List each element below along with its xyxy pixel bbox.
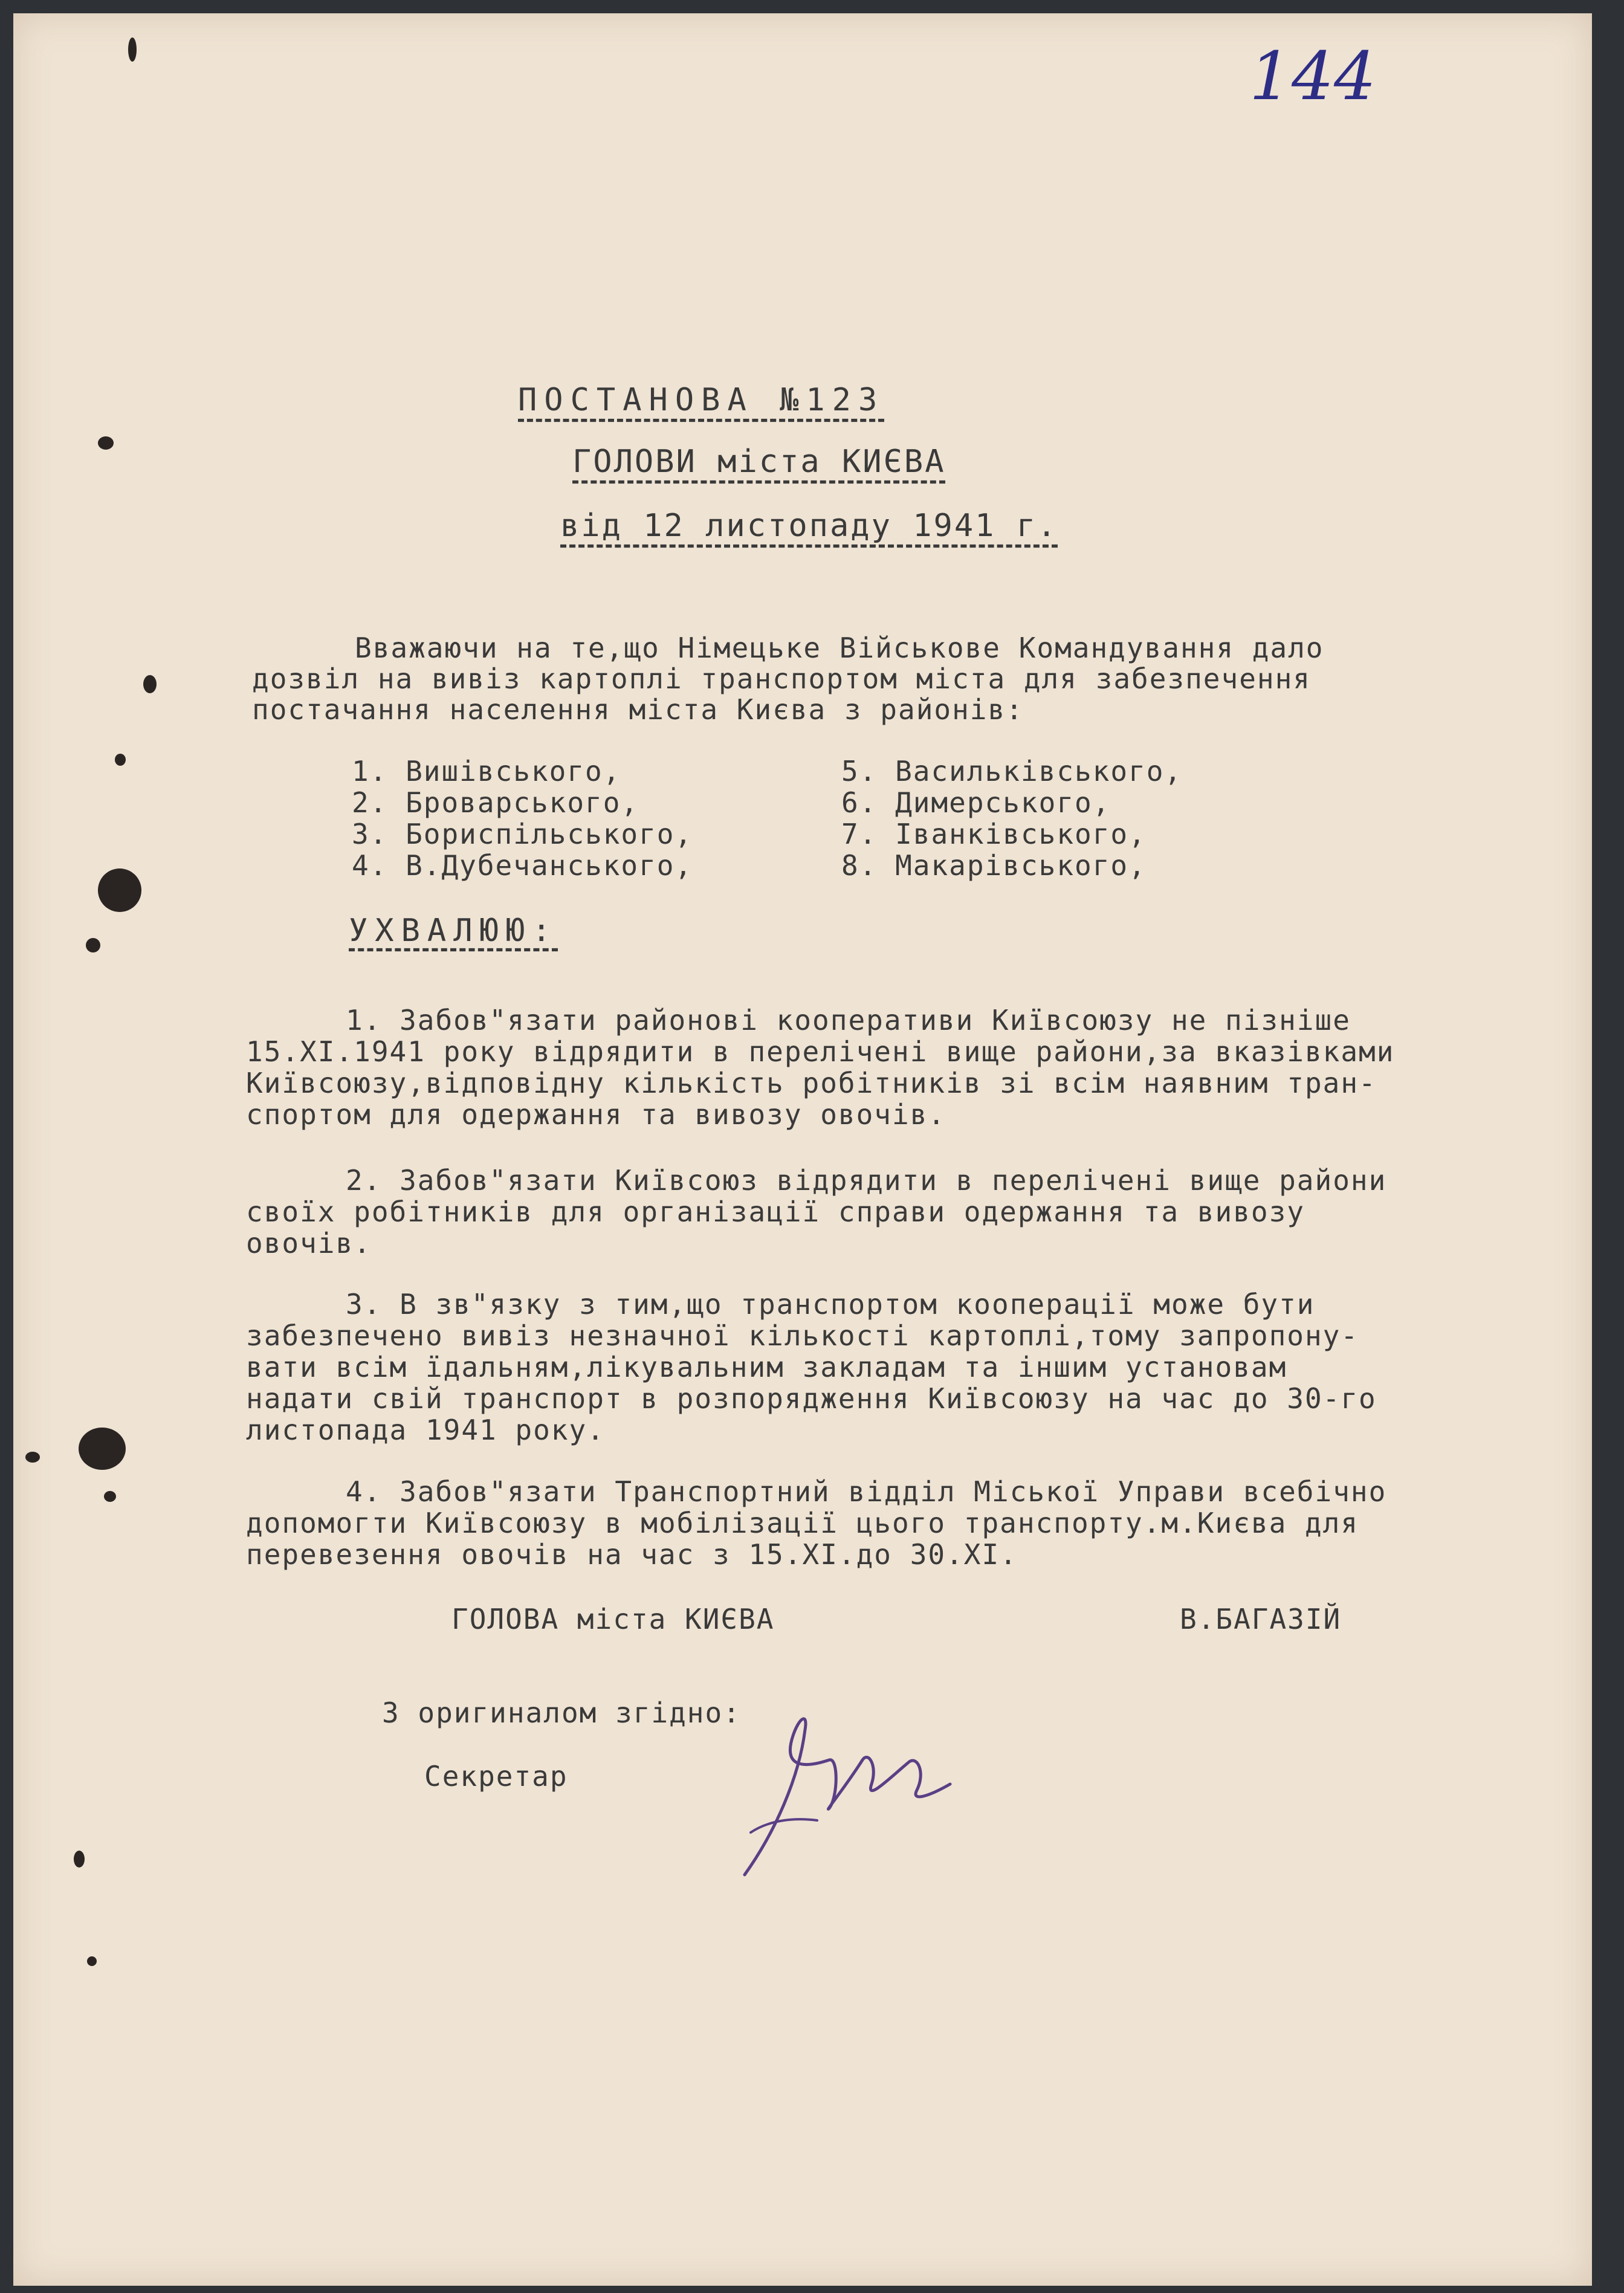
paragraph-line: Київсоюзу,відповідну кількість робітників зі всім наявним тран- [246,1067,1377,1099]
paragraph-line: 3. В зв"язку з тим,що транспортом кооперації може бути [346,1288,1315,1321]
district-item: 4. В.Дубечанського, [352,849,693,882]
archive-folio-number: 144 [1249,37,1376,115]
signatory-title: ГОЛОВА міста КИЄВА [451,1603,775,1635]
decree-paragraph-3 [246,1289,1377,1446]
paragraph-line: вати всім їдальням,лікувальним закладам та іншим установам [246,1351,1287,1383]
paragraph-line: 15.XI.1941 року відрядити в перелічені вище райони,за вказівками [246,1035,1395,1068]
paragraph-line: 2. Забов"язати Київсоюз відрядити в перелічені вище райони [346,1164,1387,1197]
paragraph-line: 4. Забов"язати Транспортний відділ Міської Управи всебічно [346,1475,1387,1508]
intro-line: Вважаючи на те,що Німецьке Військове Командування дало [355,632,1324,664]
decree-paragraph-2 [246,1165,1386,1259]
paragraph-line: забезпечено вивіз незначної кількості картоплі,тому запропону- [246,1319,1359,1352]
hole-mark [128,37,137,62]
district-item: 7. Іванківського, [841,818,1147,850]
paragraph-line: своїх робітників для організації справи одержання та вивозу [246,1195,1305,1228]
hole-mark [115,754,126,766]
hole-mark [79,1428,126,1470]
paragraph-line: допомогти Київсоюзу в мобілізації цього транспорту.м.Києва для [246,1507,1359,1539]
document-title: ПОСТАНОВА №123 [518,382,885,418]
district-list [352,755,1258,881]
paragraph-line: 1. Забов"язати районові кооперативи Київсоюзу не пізніше [346,1004,1351,1037]
decree-paragraph-1 [246,1004,1394,1130]
copy-certification: З оригиналом згідно: [382,1696,741,1729]
district-item: 6. Димерського, [841,786,1111,819]
document-subtitle: ГОЛОВИ міста КИЄВА [572,444,946,480]
document-page [13,13,1592,2286]
decree-paragraph-4 [246,1476,1386,1570]
document-date: від 12 листопаду 1941 г. [560,508,1058,544]
decree-heading: УХВАЛЮЮ: [349,913,558,949]
paragraph-line: перевезення овочів на час з 15.XI.до 30.XI. [246,1538,1018,1571]
paragraph-line: овочів. [246,1227,372,1260]
signatory-name: В.БАГАЗІЙ [1180,1603,1342,1635]
intro-line: постачання населення міста Києва з районів: [252,693,1024,726]
handwritten-signature-icon [708,1693,1023,1887]
paragraph-line: листопада 1941 року. [246,1414,605,1446]
paragraph-line: спортом для одержання та вивозу овочів. [246,1098,946,1131]
intro-line: дозвіл на вивіз картоплі транспортом міста для забезпечення [252,662,1311,695]
paragraph-line: надати свій транспорт в розпорядження Київсоюзу на час до 30-го [246,1382,1377,1415]
district-item: 1. Вишівського, [352,755,621,788]
hole-mark [86,938,100,952]
district-item: 5. Васильківського, [841,755,1183,788]
district-item: 8. Макарівського, [841,849,1147,882]
district-item: 2. Броварського, [352,786,639,819]
secretary-label: Секретар [424,1760,568,1793]
hole-mark [98,436,114,450]
hole-mark [104,1491,116,1502]
hole-mark [74,1851,85,1868]
intro-paragraph [252,633,1324,725]
district-item: 3. Бориспільського, [352,818,693,850]
hole-mark [87,1956,97,1966]
hole-mark [98,868,141,912]
hole-mark [25,1452,40,1463]
hole-mark [143,675,157,693]
